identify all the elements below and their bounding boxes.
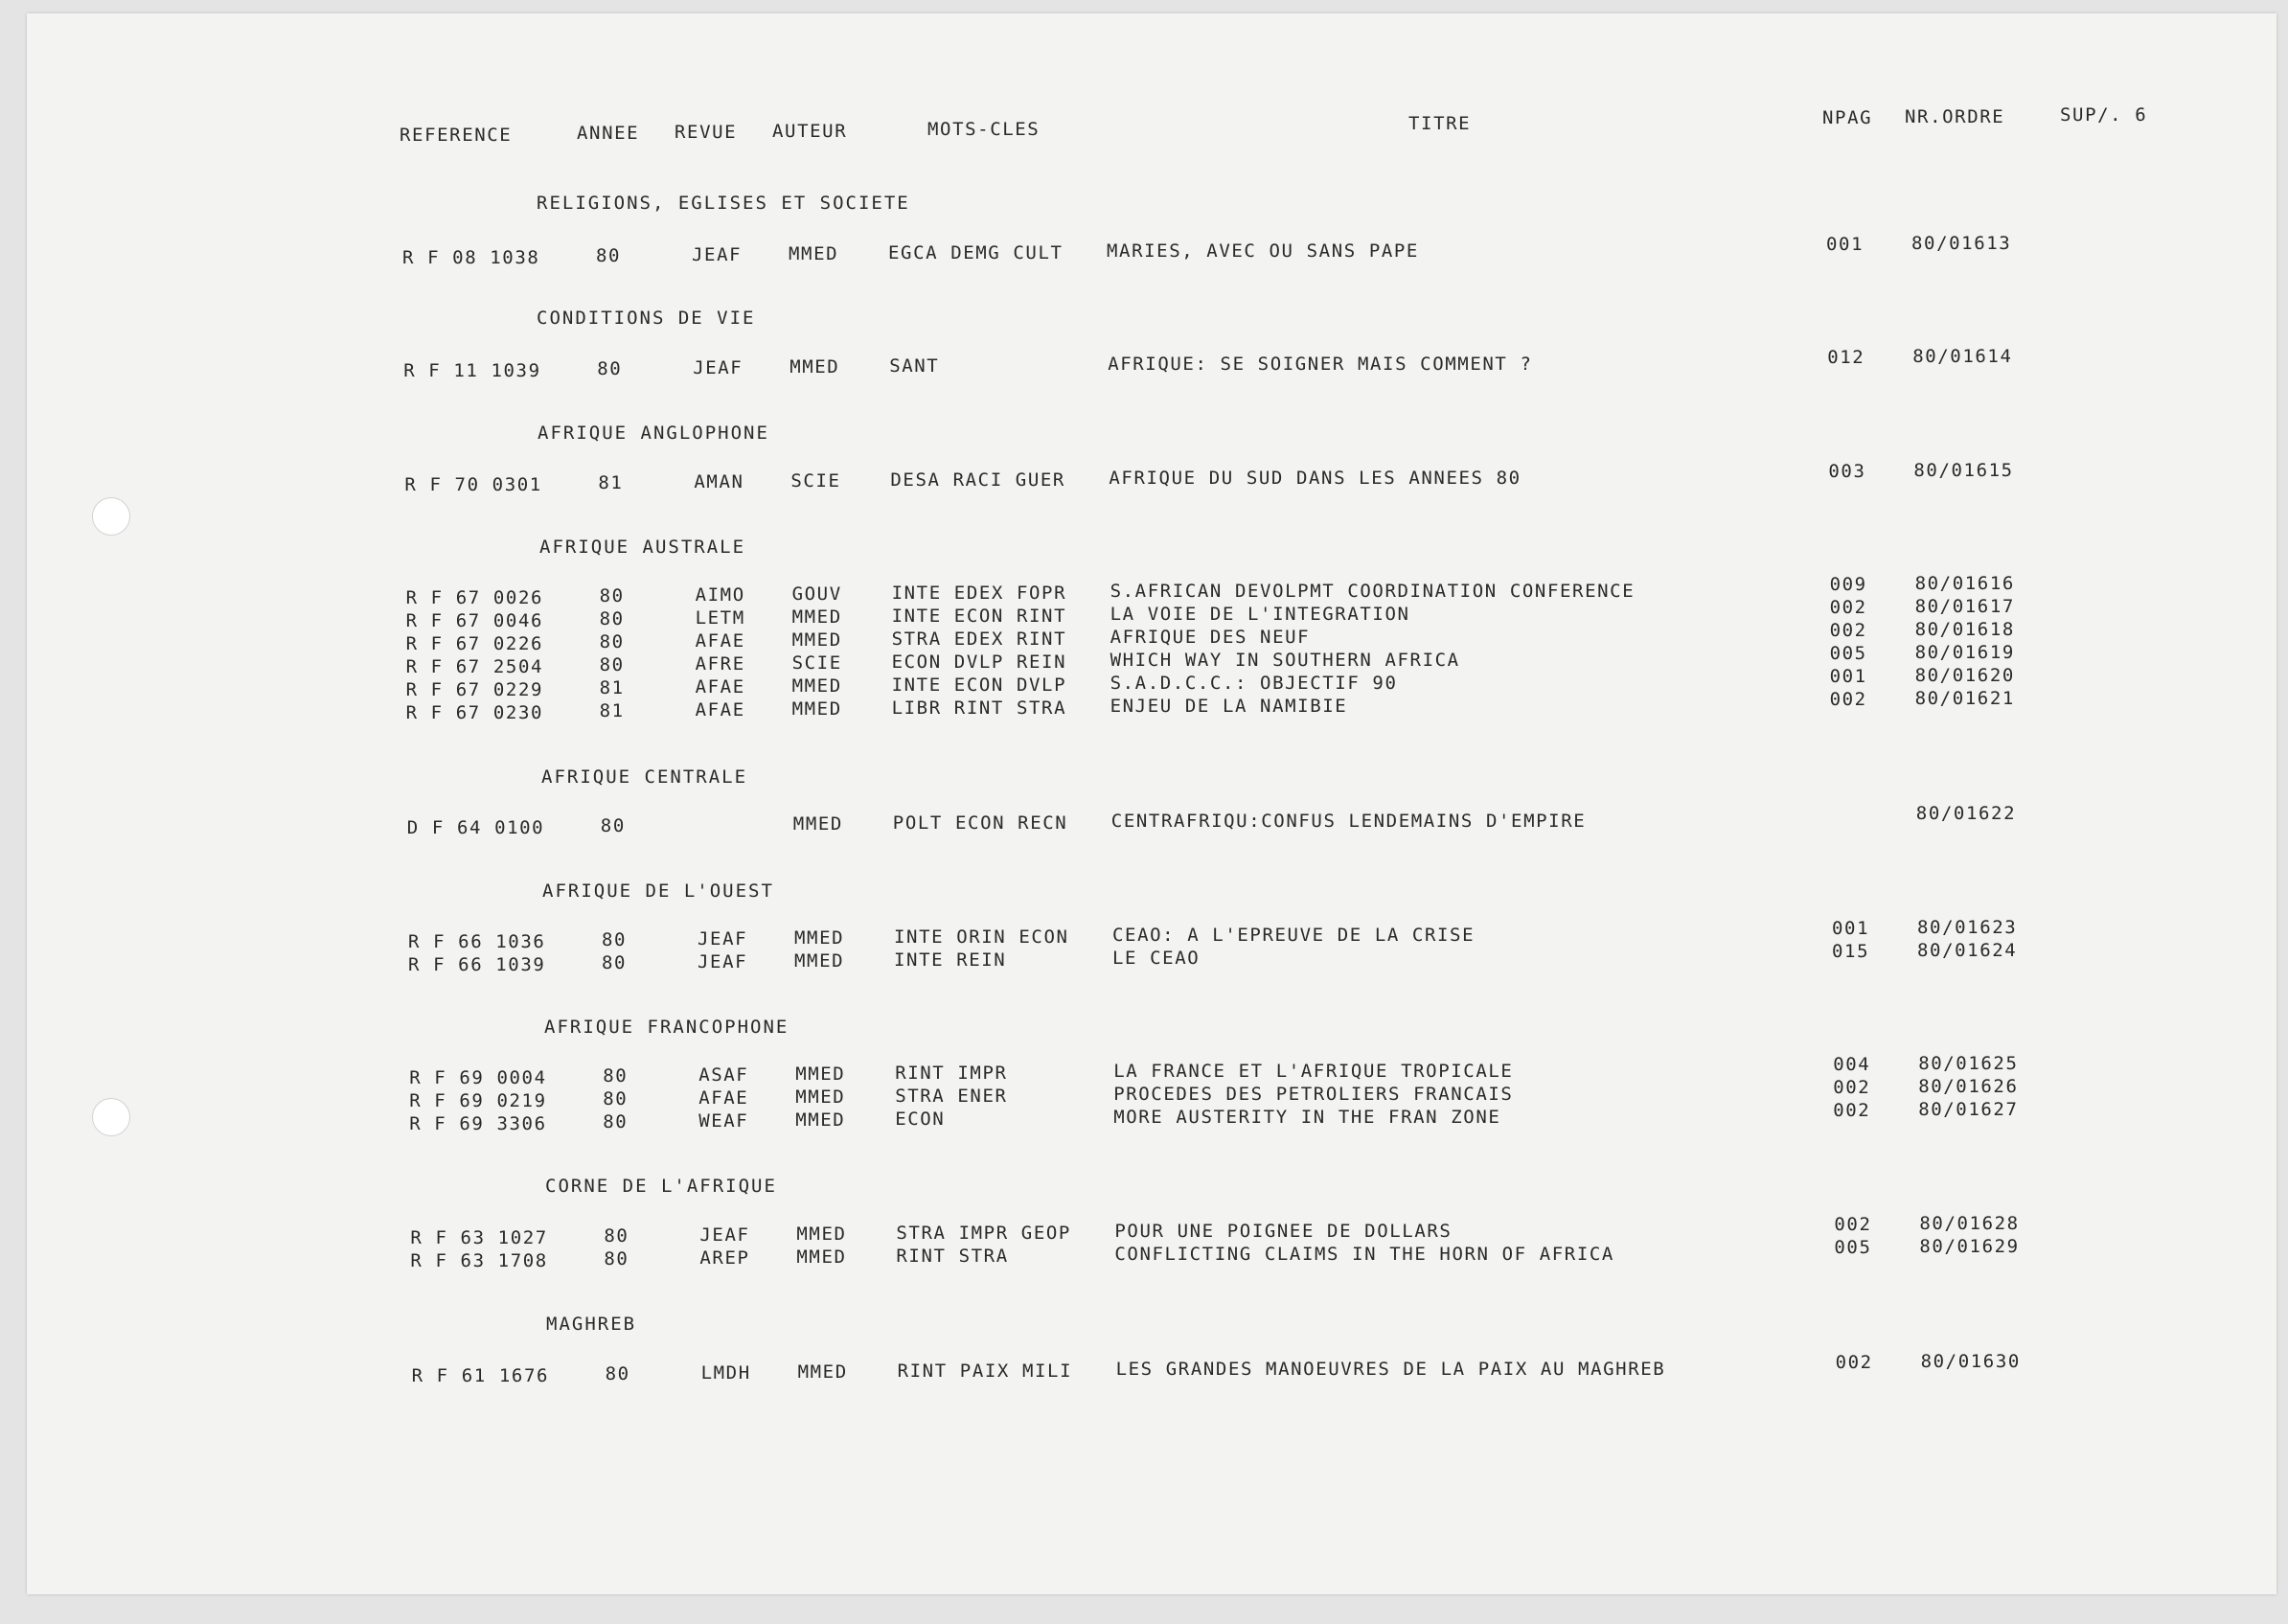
cell-auteur: MMED bbox=[792, 813, 843, 835]
cell-revue: JEAF bbox=[692, 244, 743, 266]
cell-npag: 002 bbox=[1833, 1099, 1871, 1121]
cell-auteur: MMED bbox=[796, 1224, 847, 1246]
cell-nr: 80/01614 bbox=[1912, 346, 2013, 368]
cell-mots: INTE ECON RINT bbox=[891, 606, 1067, 628]
cell-npag: 002 bbox=[1833, 1076, 1871, 1098]
cell-mots: LIBR RINT STRA bbox=[891, 698, 1067, 720]
section-title: MAGHREB bbox=[546, 1314, 637, 1335]
cell-ref: R F 67 0229 bbox=[405, 678, 544, 700]
section-title: AFRIQUE ANGLOPHONE bbox=[538, 423, 769, 444]
cell-titre: PROCEDES DES PETROLIERS FRANCAIS bbox=[1113, 1083, 1514, 1105]
cell-titre: MORE AUSTERITY IN THE FRAN ZONE bbox=[1113, 1106, 1501, 1128]
header-sup: SUP/. 6 bbox=[2060, 104, 2148, 126]
cell-nr: 80/01621 bbox=[1914, 688, 2015, 709]
cell-auteur: MMED bbox=[797, 1361, 848, 1384]
cell-npag: 009 bbox=[1829, 573, 1867, 595]
cell-annee: 80 bbox=[599, 631, 625, 653]
cell-npag: 015 bbox=[1832, 940, 1870, 962]
header-titre: TITRE bbox=[1408, 113, 1472, 134]
cell-titre: S.AFRICAN DEVOLPMT COORDINATION CONFERENCE bbox=[1110, 580, 1636, 602]
cell-npag: 001 bbox=[1832, 917, 1870, 939]
cell-annee: 80 bbox=[605, 1362, 630, 1384]
cell-ref: R F 08 1038 bbox=[402, 247, 540, 268]
cell-revue: LETM bbox=[695, 607, 745, 629]
cell-nr: 80/01616 bbox=[1914, 573, 2015, 594]
cell-annee: 80 bbox=[602, 929, 628, 951]
cell-revue: AFAE bbox=[695, 630, 745, 652]
cell-annee: 81 bbox=[599, 677, 625, 699]
punch-hole-top bbox=[92, 497, 130, 536]
cell-revue: WEAF bbox=[698, 1110, 749, 1132]
cell-titre: LE CEAO bbox=[1112, 947, 1201, 969]
cell-nr: 80/01613 bbox=[1911, 233, 2012, 255]
punch-hole-bottom bbox=[92, 1098, 130, 1136]
cell-annee: 80 bbox=[603, 1065, 629, 1086]
cell-revue: AFAE bbox=[695, 676, 745, 698]
cell-revue: AIMO bbox=[695, 584, 745, 606]
cell-auteur: SCIE bbox=[791, 652, 842, 675]
cell-auteur: MMED bbox=[795, 1064, 846, 1086]
cell-annee: 80 bbox=[604, 1225, 629, 1247]
cell-titre: LA FRANCE ET L'AFRIQUE TROPICALE bbox=[1113, 1060, 1514, 1082]
cell-titre: POUR UNE POIGNEE DE DOLLARS bbox=[1114, 1220, 1453, 1242]
cell-auteur: MMED bbox=[791, 675, 842, 698]
cell-ref: R F 67 0230 bbox=[405, 701, 544, 723]
cell-auteur: MMED bbox=[791, 606, 842, 629]
section-title: CONDITIONS DE VIE bbox=[537, 308, 756, 329]
cell-ref: R F 69 3306 bbox=[409, 1112, 547, 1134]
section-title: CORNE DE L'AFRIQUE bbox=[545, 1176, 777, 1197]
cell-npag: 002 bbox=[1829, 688, 1867, 710]
cell-npag: 012 bbox=[1827, 346, 1865, 368]
cell-nr: 80/01618 bbox=[1914, 619, 2015, 640]
section-title: AFRIQUE CENTRALE bbox=[541, 766, 748, 788]
cell-titre: AFRIQUE: SE SOIGNER MAIS COMMENT ? bbox=[1108, 354, 1533, 375]
header-auteur: AUTEUR bbox=[772, 121, 848, 142]
cell-auteur: MMED bbox=[789, 243, 839, 265]
cell-auteur: MMED bbox=[791, 629, 842, 652]
cell-titre: CONFLICTING CLAIMS IN THE HORN OF AFRICA bbox=[1114, 1243, 1614, 1265]
cell-nr: 80/01626 bbox=[1918, 1075, 2019, 1097]
cell-nr: 80/01620 bbox=[1914, 665, 2015, 686]
cell-mots: POLT ECON RECN bbox=[892, 812, 1068, 835]
section-title: AFRIQUE FRANCOPHONE bbox=[544, 1017, 789, 1038]
cell-titre: AFRIQUE DES NEUF bbox=[1110, 626, 1311, 648]
cell-mots: ECON bbox=[895, 1109, 946, 1131]
header-revue: REVUE bbox=[675, 122, 738, 143]
cell-titre: S.A.D.C.C.: OBJECTIF 90 bbox=[1110, 672, 1398, 694]
cell-annee: 80 bbox=[599, 654, 625, 676]
cell-nr: 80/01623 bbox=[1917, 916, 2018, 938]
cell-mots: ECON DVLP REIN bbox=[891, 652, 1067, 674]
header-npag: NPAG bbox=[1822, 107, 1873, 128]
cell-mots: STRA IMPR GEOP bbox=[896, 1223, 1071, 1245]
header-reference: REFERENCE bbox=[400, 125, 513, 146]
cell-mots: EGCA DEMG CULT bbox=[888, 242, 1064, 264]
cell-ref: R F 70 0301 bbox=[404, 473, 542, 495]
cell-mots: STRA ENER bbox=[895, 1086, 1008, 1108]
cell-npag: 002 bbox=[1835, 1351, 1873, 1373]
cell-annee: 80 bbox=[599, 608, 625, 630]
cell-ref: R F 67 0046 bbox=[405, 609, 544, 631]
cell-npag: 001 bbox=[1826, 233, 1865, 255]
cell-auteur: MMED bbox=[795, 1109, 846, 1132]
cell-npag: 001 bbox=[1829, 665, 1867, 687]
cell-annee: 80 bbox=[600, 815, 626, 837]
cell-revue: AFRE bbox=[695, 653, 745, 675]
cell-auteur: GOUV bbox=[791, 583, 842, 606]
header-annee: ANNEE bbox=[577, 123, 640, 144]
cell-annee: 81 bbox=[598, 472, 624, 494]
cell-auteur: MMED bbox=[796, 1247, 847, 1269]
cell-mots: INTE ORIN ECON bbox=[894, 926, 1069, 949]
header-mots-cles: MOTS-CLES bbox=[927, 119, 1041, 140]
cell-mots: RINT PAIX MILI bbox=[897, 1361, 1073, 1383]
cell-titre: AFRIQUE DU SUD DANS LES ANNEES 80 bbox=[1109, 467, 1522, 489]
section-title: AFRIQUE AUSTRALE bbox=[539, 537, 746, 558]
cell-npag: 004 bbox=[1833, 1053, 1871, 1075]
cell-npag: 002 bbox=[1829, 619, 1867, 641]
cell-nr: 80/01619 bbox=[1914, 642, 2015, 663]
cell-revue: JEAF bbox=[698, 951, 748, 973]
cell-auteur: MMED bbox=[791, 698, 842, 721]
cell-ref: R F 63 1708 bbox=[410, 1249, 548, 1271]
cell-nr: 80/01629 bbox=[1919, 1235, 2020, 1257]
cell-annee: 81 bbox=[599, 700, 625, 722]
cell-mots: SANT bbox=[889, 355, 940, 377]
cell-npag: 005 bbox=[1834, 1236, 1872, 1258]
cell-npag: 002 bbox=[1834, 1213, 1872, 1235]
cell-nr: 80/01630 bbox=[1920, 1350, 2021, 1372]
cell-ref: R F 61 1676 bbox=[411, 1364, 550, 1386]
cell-npag: 005 bbox=[1829, 642, 1867, 664]
cell-auteur: SCIE bbox=[790, 470, 841, 492]
cell-annee: 80 bbox=[596, 245, 622, 267]
cell-ref: R F 66 1039 bbox=[408, 953, 546, 975]
cell-ref: R F 66 1036 bbox=[408, 930, 546, 952]
cell-nr: 80/01622 bbox=[1915, 802, 2017, 824]
cell-ref: R F 69 0004 bbox=[409, 1066, 547, 1088]
cell-nr: 80/01627 bbox=[1918, 1098, 2019, 1120]
cell-nr: 80/01617 bbox=[1914, 596, 2015, 617]
cell-ref: R F 67 0226 bbox=[405, 632, 544, 654]
cell-revue: JEAF bbox=[699, 1224, 750, 1247]
cell-revue: AREP bbox=[699, 1247, 750, 1269]
cell-titre: ENJEU DE LA NAMIBIE bbox=[1110, 695, 1348, 717]
cell-mots: INTE EDEX FOPR bbox=[891, 583, 1067, 605]
cell-revue: AMAN bbox=[694, 471, 744, 493]
cell-titre: WHICH WAY IN SOUTHERN AFRICA bbox=[1110, 649, 1460, 671]
cell-auteur: MMED bbox=[794, 927, 845, 949]
cell-nr: 80/01624 bbox=[1917, 939, 2018, 961]
section-title: RELIGIONS, EGLISES ET SOCIETE bbox=[537, 193, 910, 214]
cell-auteur: MMED bbox=[795, 1086, 846, 1109]
cell-nr: 80/01615 bbox=[1913, 460, 2014, 481]
cell-mots: INTE REIN bbox=[894, 949, 1007, 972]
cell-auteur: MMED bbox=[794, 950, 845, 972]
cell-ref: R F 67 2504 bbox=[405, 655, 544, 677]
cell-titre: MARIES, AVEC OU SANS PAPE bbox=[1107, 240, 1419, 263]
cell-ref: R F 11 1039 bbox=[403, 359, 541, 381]
cell-titre: CENTRAFRIQU:CONFUS LENDEMAINS D'EMPIRE bbox=[1110, 810, 1587, 832]
cell-annee: 80 bbox=[597, 358, 623, 380]
cell-nr: 80/01625 bbox=[1918, 1052, 2019, 1074]
cell-npag: 003 bbox=[1828, 460, 1866, 482]
cell-ref: R F 69 0219 bbox=[409, 1089, 547, 1111]
cell-mots: RINT STRA bbox=[896, 1246, 1009, 1268]
section-title: AFRIQUE DE L'OUEST bbox=[542, 881, 774, 902]
cell-revue: JEAF bbox=[698, 928, 748, 950]
cell-titre: LES GRANDES MANOEUVRES DE LA PAIX AU MAGHREB bbox=[1115, 1358, 1666, 1380]
cell-revue: JEAF bbox=[693, 357, 744, 379]
cell-annee: 80 bbox=[603, 1111, 629, 1132]
cell-titre: LA VOIE DE L'INTEGRATION bbox=[1110, 603, 1410, 625]
cell-ref: D F 64 0100 bbox=[406, 816, 545, 838]
header-nr-ordre: NR.ORDRE bbox=[1905, 106, 2005, 127]
cell-auteur: MMED bbox=[789, 356, 840, 378]
cell-annee: 80 bbox=[603, 1088, 629, 1109]
cell-revue: AFAE bbox=[698, 1087, 749, 1109]
cell-titre: CEAO: A L'EPREUVE DE LA CRISE bbox=[1112, 924, 1476, 946]
cell-annee: 80 bbox=[604, 1248, 629, 1269]
cell-mots: RINT IMPR bbox=[895, 1063, 1008, 1085]
cell-ref: R F 67 0026 bbox=[405, 586, 544, 608]
cell-npag: 002 bbox=[1829, 596, 1867, 618]
cell-mots: DESA RACI GUER bbox=[890, 469, 1065, 492]
cell-ref: R F 63 1027 bbox=[410, 1226, 548, 1248]
cell-nr: 80/01628 bbox=[1919, 1212, 2020, 1234]
cell-revue: LMDH bbox=[700, 1362, 751, 1384]
cell-revue: ASAF bbox=[698, 1064, 749, 1086]
cell-annee: 80 bbox=[602, 952, 628, 974]
cell-annee: 80 bbox=[599, 585, 625, 607]
cell-mots: INTE ECON DVLP bbox=[891, 675, 1067, 697]
column-header-row bbox=[0, 0, 2288, 146]
cell-revue: AFAE bbox=[695, 699, 745, 721]
cell-mots: STRA EDEX RINT bbox=[891, 629, 1067, 651]
